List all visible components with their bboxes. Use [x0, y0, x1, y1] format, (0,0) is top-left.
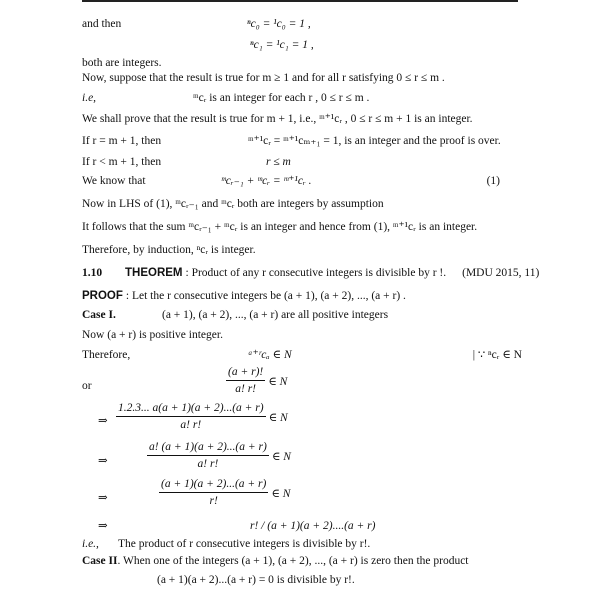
equation: ᵐ⁺¹cᵣ = ᵐ⁺¹cₘ₊₁ = 1, is an integer and the proof is over. [248, 135, 501, 147]
text: i.e., [82, 538, 99, 550]
text: If r = m + 1, then [82, 135, 162, 147]
numerator: 1.2.3... a(a + 1)(a + 2)...(a + r) [116, 402, 266, 417]
membership: ∈ N [268, 375, 288, 388]
text: Now, suppose that the result is true for m ≥ 1 and for all r satisfying 0 ≤ r ≤ m . [82, 72, 445, 84]
reason: | ∵ ⁿcᵣ ∈ N [472, 349, 522, 361]
equation: ᵐcᵣ is an integer for each r , 0 ≤ r ≤ m . [193, 92, 370, 104]
fraction [147, 441, 291, 470]
text: : Let the r consecutive integers be (a + 1), (a + 2), ..., (a + r) . [125, 290, 406, 302]
proof-heading: PROOF [82, 290, 123, 302]
header-rule [82, 0, 518, 2]
theorem-line [82, 266, 539, 280]
denominator: a! r! [235, 383, 256, 395]
fraction [159, 478, 290, 507]
line [82, 134, 501, 148]
implies-symbol: ⇒ [98, 492, 108, 504]
line [82, 155, 291, 169]
denominator: r! [209, 495, 218, 507]
equation: (a + 1)(a + 2)...(a + r) = 0 is divisible by r!. [157, 574, 355, 586]
case-label: Case II [82, 555, 118, 567]
case-label: Case I. [82, 309, 116, 321]
equation: ⁿc₁ = ¹c₁ = 1 , [250, 39, 314, 51]
numerator: a! (a + 1)(a + 2)...(a + r) [147, 441, 269, 456]
implies-symbol: ⇒ [98, 455, 108, 467]
numerator: (a + r)! [226, 366, 265, 381]
fraction [116, 402, 288, 431]
membership: ∈ N [271, 487, 291, 500]
fraction [226, 366, 287, 395]
text: Now in LHS of (1), ᵐcᵣ₋₁ and ᵐcᵣ both are integers by assumption [82, 198, 384, 210]
text: both are integers. [82, 57, 162, 69]
equation: ⁿc₀ = ¹c₀ = 1 , [247, 18, 311, 30]
theorem-reference: (MDU 2015, 11) [462, 267, 540, 279]
text: Now (a + r) is positive integer. [82, 329, 223, 341]
text: and then [82, 18, 122, 30]
line [82, 308, 388, 322]
line [82, 554, 469, 568]
line [82, 17, 311, 31]
text: . When one of the integers (a + 1), (a + 2), ..., (a + r) is zero then the product [117, 555, 469, 567]
text: We know that [82, 175, 146, 187]
theorem-heading: THEOREM [125, 267, 183, 279]
equation: r! / (a + 1)(a + 2)....(a + r) [250, 520, 376, 532]
text: i.e, [82, 92, 97, 104]
text: If r < m + 1, then [82, 156, 162, 168]
text: The product of r consecutive integers is divisible by r!. [118, 538, 371, 550]
text: (a + 1), (a + 2), ..., (a + r) are all positive integers [162, 309, 389, 321]
equation: r ≤ m [266, 156, 291, 168]
denominator: a! r! [197, 458, 219, 470]
text: It follows that the sum ᵐcᵣ₋₁ + ᵐcᵣ is an integer and hence from (1), ᵐ⁺¹cᵣ is an integer. [82, 221, 478, 233]
membership: ∈ N [268, 411, 288, 424]
equation: ᵃ⁺ʳcₐ ∈ N [248, 349, 292, 361]
line [82, 174, 500, 188]
text: or [82, 380, 92, 392]
line [82, 348, 522, 362]
proof-line [82, 289, 406, 303]
line [82, 91, 369, 105]
line [82, 537, 370, 551]
numerator: (a + 1)(a + 2)...(a + r) [159, 478, 268, 493]
implies-symbol: ⇒ [98, 520, 108, 532]
text: Therefore, [82, 349, 131, 361]
denominator: a! r! [180, 419, 202, 431]
theorem-number: 1.10 [82, 267, 103, 279]
theorem-text: : Product of any r consecutive integers is divisible by r !. [185, 267, 447, 279]
equation: ᵐcᵣ₋₁ + ᵐcᵣ = ᵐ⁺¹cᵣ . [221, 175, 312, 187]
membership: ∈ N [271, 450, 291, 463]
text: Therefore, by induction, ⁿcᵣ is integer. [82, 244, 256, 256]
equation-number: (1) [486, 175, 500, 187]
text: We shall prove that the result is true for m + 1, i.e., ᵐ⁺¹cᵣ , 0 ≤ r ≤ m + 1 is an integer. [82, 113, 473, 125]
implies-symbol: ⇒ [98, 415, 108, 427]
